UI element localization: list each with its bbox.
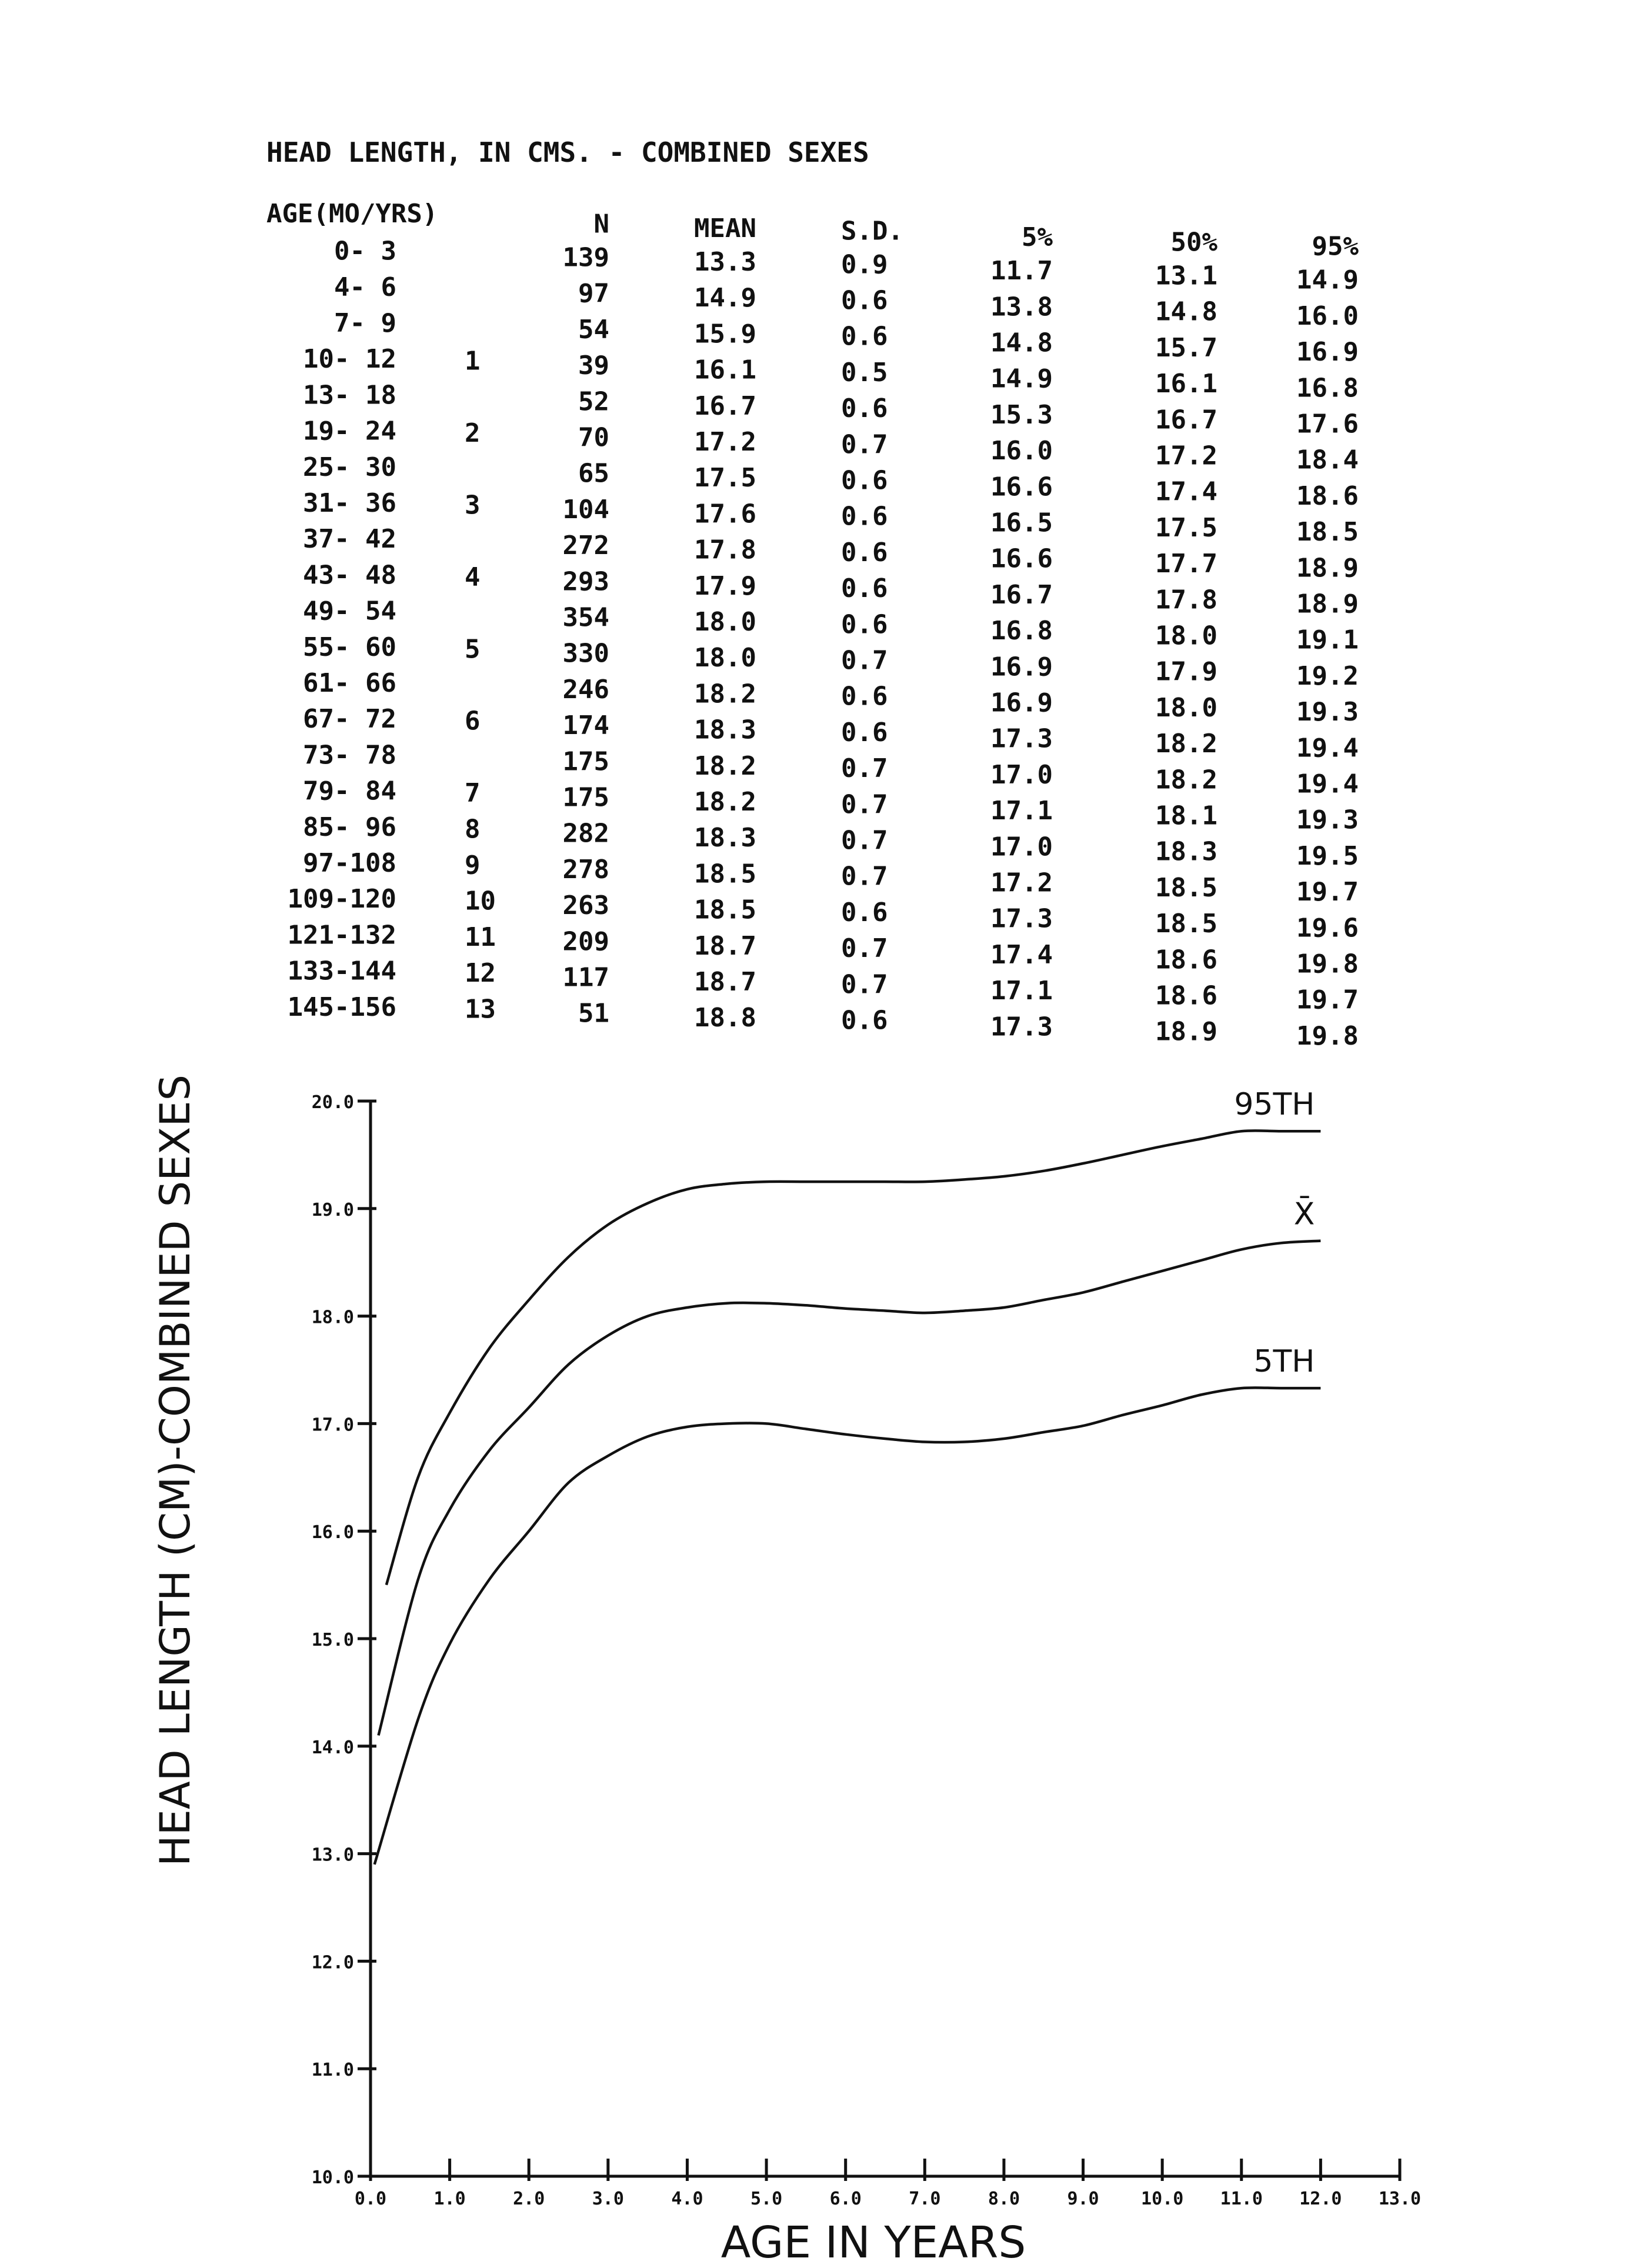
p50-cell: 17.4 [1155,476,1217,507]
n-cell: 354 [562,602,609,633]
p5-cell: 17.3 [990,1012,1053,1042]
sd-cell: 0.7 [841,753,888,784]
column-header: MEAN [694,213,756,244]
p5-cell: 14.8 [990,328,1053,358]
age-years-cell: 1 [465,346,481,376]
p50-cell: 18.6 [1155,945,1217,975]
n-cell: 175 [562,782,609,813]
n-cell: 97 [578,278,609,309]
age-years-cell: 7 [465,778,481,809]
mean-cell: 16.7 [694,391,756,421]
p50-cell: 17.2 [1155,441,1217,471]
p50-cell: 18.6 [1155,980,1217,1011]
p95-cell: 17.6 [1296,409,1359,439]
y-tick-label: 11.0 [311,2060,354,2081]
p50-cell: 18.0 [1155,692,1217,723]
column-header: 5% [1022,222,1053,253]
mean-cell: 17.6 [694,499,756,529]
y-tick-label: 16.0 [311,1522,354,1543]
age-months-cell: 133-144 [287,956,396,986]
x-tick-label: 0.0 [354,2189,387,2209]
mean-cell: 17.8 [694,535,756,565]
p5-cell: 14.9 [990,363,1053,394]
p95-cell: 19.1 [1296,625,1359,655]
p5-cell: 16.0 [990,436,1053,466]
p5-cell: 17.1 [990,796,1053,826]
age-years-cell: 6 [465,706,481,736]
age-months-cell: 73- 78 [303,740,396,771]
age-years-cell: 2 [465,418,481,449]
sd-cell: 0.7 [841,825,888,856]
y-tick-label: 15.0 [311,1630,354,1650]
age-months-cell: 43- 48 [303,560,396,591]
p50-cell: 18.2 [1155,765,1217,795]
sd-cell: 0.9 [841,249,888,280]
p5-cell: 16.9 [990,652,1053,682]
n-cell: 330 [562,638,609,669]
p95-cell: 19.6 [1296,913,1359,943]
p95-cell: 16.8 [1296,373,1359,403]
x-tick-label: 9.0 [1067,2189,1099,2209]
p95-cell: 18.9 [1296,553,1359,583]
sd-cell: 0.7 [841,969,888,1000]
p95-cell: 19.7 [1296,985,1359,1015]
column-header: S.D. [841,216,903,246]
n-cell: 246 [562,674,609,705]
y-tick-label: 12.0 [311,1952,354,1973]
age-months-cell: 25- 30 [303,452,396,482]
column-header: N [593,209,609,239]
p5-cell: 16.6 [990,543,1053,574]
age-months-cell: 55- 60 [303,632,396,662]
n-cell: 65 [578,458,609,489]
age-months-cell: 7- 9 [334,308,396,339]
y-tick-label: 19.0 [311,1199,354,1220]
p50-cell: 18.3 [1155,836,1217,867]
p5-cell: 17.1 [990,976,1053,1006]
p95-cell: 19.3 [1296,805,1359,835]
mean-cell: 18.2 [694,751,756,781]
p5-cell: 13.8 [990,292,1053,322]
n-cell: 139 [562,242,609,273]
mean-cell: 18.3 [694,823,756,853]
p50-cell: 14.8 [1155,296,1217,327]
n-cell: 272 [562,531,609,561]
p50-cell: 16.1 [1155,369,1217,399]
p50-cell: 17.8 [1155,585,1217,615]
y-tick-label: 14.0 [311,1737,354,1758]
p95-cell: 18.4 [1296,445,1359,475]
p50-cell: 17.5 [1155,512,1217,543]
p50-cell: 18.1 [1155,801,1217,831]
n-cell: 51 [578,998,609,1029]
p5-cell: 16.7 [990,579,1053,610]
age-years-cell: 3 [465,490,481,521]
sd-cell: 0.6 [841,609,888,640]
x-tick-label: 5.0 [750,2189,783,2209]
p95-cell: 19.5 [1296,841,1359,871]
age-months-cell: 61- 66 [303,668,396,699]
p5-cell: 17.2 [990,868,1053,898]
p95-cell: 19.3 [1296,697,1359,728]
p5-cell: 16.6 [990,472,1053,502]
p5-cell: 11.7 [990,256,1053,286]
age-years-cell: 4 [465,562,481,592]
mean-cell: 18.3 [694,715,756,745]
age-years-cell: 13 [465,994,496,1025]
sd-cell: 0.7 [841,429,888,460]
mean-cell: 18.2 [694,786,756,817]
series-label: X̄ [1293,1196,1315,1232]
age-months-cell: 31- 36 [303,488,396,519]
mean-cell: 18.5 [694,895,756,925]
sd-cell: 0.6 [841,573,888,604]
p50-cell: 13.1 [1155,261,1217,291]
n-cell: 175 [562,746,609,777]
p50-cell: 18.2 [1155,729,1217,759]
sd-cell: 0.6 [841,681,888,712]
x-tick-label: 6.0 [829,2189,862,2209]
age-years-cell: 10 [465,886,496,916]
mean-cell: 18.5 [694,859,756,889]
age-years-cell: 11 [465,922,496,952]
p50-cell: 18.0 [1155,621,1217,651]
p50-cell: 17.7 [1155,549,1217,579]
p5-cell: 16.8 [990,616,1053,646]
n-cell: 282 [562,818,609,849]
sd-cell: 0.7 [841,861,888,892]
mean-cell: 17.9 [694,571,756,601]
y-tick-label: 13.0 [311,1845,354,1866]
p50-cell: 15.7 [1155,332,1217,363]
age-years-cell: 9 [465,850,481,880]
n-cell: 174 [562,711,609,741]
n-cell: 209 [562,926,609,957]
p5-cell: 17.3 [990,903,1053,934]
mean-cell: 15.9 [694,319,756,349]
x-tick-label: 11.0 [1220,2189,1263,2209]
n-cell: 39 [578,351,609,381]
mean-cell: 17.5 [694,463,756,493]
sd-cell: 0.6 [841,465,888,496]
p50-cell: 18.9 [1155,1016,1217,1047]
sd-cell: 0.6 [841,501,888,532]
age-months-cell: 19- 24 [303,416,396,446]
x-tick-label: 8.0 [988,2189,1020,2209]
y-axis-label: HEAD LENGTH (CM)-COMBINED SEXES [151,1074,199,1867]
sd-cell: 0.6 [841,717,888,748]
age-months-cell: 85- 96 [303,812,396,842]
mean-cell: 18.2 [694,679,756,709]
n-cell: 70 [578,422,609,453]
x-tick-label: 1.0 [433,2189,466,2209]
sd-cell: 0.6 [841,1005,888,1036]
mean-cell: 14.9 [694,283,756,313]
y-tick-label: 10.0 [311,2167,354,2188]
n-cell: 104 [562,494,609,525]
x-tick-label: 2.0 [513,2189,545,2209]
p5-cell: 17.3 [990,723,1053,754]
p5-cell: 17.0 [990,759,1053,790]
p50-cell: 16.7 [1155,405,1217,435]
p95-cell: 19.7 [1296,877,1359,908]
age-years-cell: 5 [465,634,481,665]
p5-cell: 17.0 [990,832,1053,862]
age-months-cell: 4- 6 [334,272,396,302]
n-cell: 54 [578,314,609,345]
mean-cell: 18.8 [694,1003,756,1033]
column-header: 95% [1312,231,1359,262]
sd-cell: 0.7 [841,789,888,820]
x-tick-label: 13.0 [1378,2189,1422,2209]
sd-cell: 0.6 [841,285,888,316]
sd-cell: 0.6 [841,897,888,928]
column-header: 50% [1170,227,1217,258]
age-months-cell: 13- 18 [303,380,396,411]
age-months-cell: 97-108 [303,848,396,879]
age-months-cell: 37- 42 [303,524,396,555]
n-cell: 278 [562,854,609,885]
p95-cell: 14.9 [1296,265,1359,295]
n-cell: 293 [562,566,609,597]
n-cell: 117 [562,962,609,993]
p50-cell: 18.5 [1155,909,1217,939]
y-tick-label: 17.0 [311,1415,354,1436]
mean-cell: 18.7 [694,966,756,997]
table-title: HEAD LENGTH, IN CMS. - COMBINED SEXES [266,136,869,168]
age-months-cell: 79- 84 [303,776,396,806]
y-tick-label: 20.0 [311,1092,354,1113]
n-cell: 263 [562,890,609,921]
age-months-cell: 67- 72 [303,704,396,735]
y-tick-label: 18.0 [311,1307,354,1328]
series-label: 5TH [1253,1344,1315,1380]
mean-cell: 13.3 [694,246,756,277]
p5-cell: 16.9 [990,688,1053,718]
p95-cell: 19.4 [1296,733,1359,763]
p95-cell: 19.8 [1296,1020,1359,1051]
sd-cell: 0.7 [841,645,888,676]
p95-cell: 16.0 [1296,301,1359,331]
column-header: AGE(MO/YRS) [266,199,438,229]
x-tick-label: 12.0 [1299,2189,1342,2209]
p5-cell: 15.3 [990,399,1053,430]
series-label: 95TH [1234,1087,1315,1123]
p95-cell: 19.2 [1296,661,1359,691]
age-years-cell: 12 [465,958,496,989]
p50-cell: 17.9 [1155,656,1217,687]
x-tick-label: 10.0 [1141,2189,1184,2209]
p95-cell: 19.4 [1296,769,1359,799]
x-tick-label: 4.0 [671,2189,703,2209]
sd-cell: 0.6 [841,393,888,424]
p5-cell: 17.4 [990,939,1053,970]
p95-cell: 19.8 [1296,949,1359,979]
age-years-cell: 8 [465,814,481,845]
x-axis-label: AGE IN YEARS [720,2217,1026,2268]
p50-cell: 18.5 [1155,872,1217,903]
sd-cell: 0.7 [841,933,888,964]
age-months-cell: 145-156 [287,992,396,1022]
age-months-cell: 0- 3 [334,236,396,266]
age-months-cell: 10- 12 [303,344,396,375]
sd-cell: 0.5 [841,357,888,388]
mean-cell: 18.0 [694,643,756,673]
sd-cell: 0.6 [841,537,888,568]
age-months-cell: 109-120 [287,884,396,915]
p95-cell: 18.5 [1296,517,1359,548]
mean-cell: 16.1 [694,355,756,385]
mean-cell: 18.7 [694,930,756,961]
age-months-cell: 49- 54 [303,596,396,626]
p95-cell: 16.9 [1296,337,1359,368]
mean-cell: 17.2 [694,426,756,457]
p5-cell: 16.5 [990,508,1053,538]
n-cell: 52 [578,386,609,417]
p95-cell: 18.9 [1296,589,1359,619]
x-tick-label: 7.0 [909,2189,941,2209]
age-months-cell: 121-132 [287,920,396,950]
x-tick-label: 3.0 [592,2189,624,2209]
sd-cell: 0.6 [841,321,888,352]
p95-cell: 18.6 [1296,481,1359,511]
mean-cell: 18.0 [694,606,756,637]
